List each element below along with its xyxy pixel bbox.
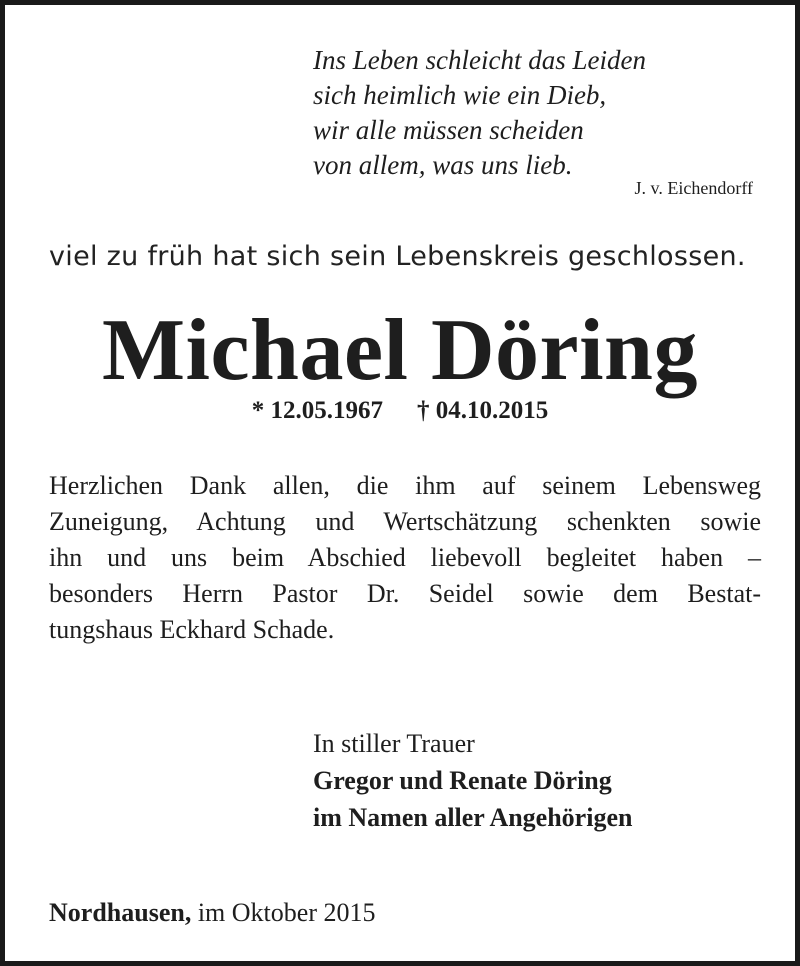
mourner-relatives: im Namen aller Angehörigen xyxy=(313,803,633,832)
poem-line: von allem, was uns lieb. xyxy=(313,150,573,180)
deceased-name: Michael Döring xyxy=(101,302,698,399)
place-date xyxy=(49,898,375,928)
mourners-block xyxy=(313,725,632,836)
place-month: im Oktober 2015 xyxy=(191,898,376,927)
poem-line: wir alle müssen scheiden xyxy=(313,115,584,145)
poem-author: J. v. Eichendorff xyxy=(634,178,753,198)
thanks-line: besonders Herrn Pastor Dr. Seidel sowie dem Bestat- xyxy=(49,579,761,608)
thanks-line: ihn und uns beim Abschied liebevoll begleitet haben – xyxy=(49,543,761,572)
handwritten-line: viel zu früh hat sich sein Lebenskreis geschlossen. xyxy=(49,241,746,272)
mourner-names: Gregor und Renate Döring xyxy=(313,766,612,795)
poem-line: sich heimlich wie ein Dieb, xyxy=(313,80,607,110)
birth-date: * 12.05.1967 xyxy=(251,397,383,424)
thanks-line: Herzlichen Dank allen, die ihm auf seinem Lebensweg xyxy=(49,471,761,500)
thanks-line: tungshaus Eckhard Schade. xyxy=(49,615,335,644)
poem-line: Ins Leben schleicht das Leiden xyxy=(313,45,646,75)
thanks-paragraph xyxy=(49,468,761,648)
mourning-intro: In stiller Trauer xyxy=(313,729,475,758)
poem xyxy=(313,43,646,183)
life-dates xyxy=(5,397,795,425)
thanks-line: Zuneigung, Achtung und Wertschätzung schenkten sowie xyxy=(49,507,761,536)
death-date: † 04.10.2015 xyxy=(417,397,549,424)
place-city: Nordhausen, xyxy=(49,898,192,927)
